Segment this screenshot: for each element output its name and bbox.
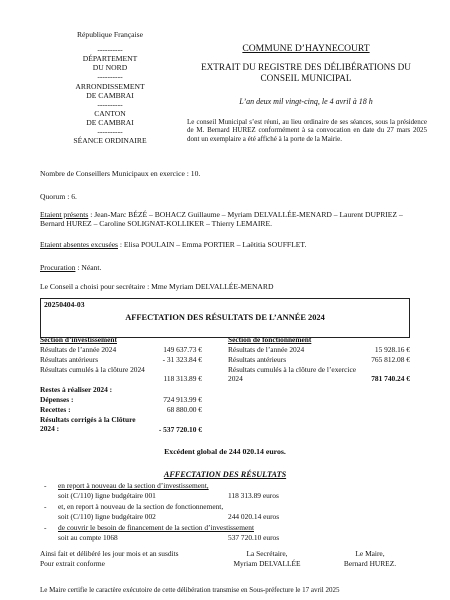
procuration-label: Procuration	[40, 263, 76, 272]
affect-bullet: -	[44, 481, 47, 490]
procuration-line	[40, 264, 101, 273]
maire-name: Bernard HUREZ.	[343, 559, 397, 568]
left-header	[40, 30, 180, 145]
fonct-row-value: 765 812.08 €	[371, 355, 410, 364]
quorum-line: Quorum : 6.	[40, 192, 77, 201]
presents-text: : Jean-Marc BÉZÉ – BOHACZ Guillaume – Myriam DELVALLÉE-MENARD – Laurent DUPRIEZ – Bernard HUREZ – Caroline SOLIGNAT-KOLLIKER – Thierry LEMAIRE.	[40, 210, 403, 229]
invest-row-label: Résultats de l’année 2024	[40, 345, 117, 354]
canton-line-1: CANTON	[94, 108, 126, 118]
secretaire-line: Le Conseil a choisi pour secrétaire : Mme Myriam DELVALLÉE-MENARD	[40, 282, 274, 291]
fonct-row-value: 781 740.24 €	[371, 374, 410, 383]
invest-row-value: 149 637.73 €	[163, 345, 202, 354]
dashes: ----------	[97, 99, 123, 109]
department-line-2: DU NORD	[92, 63, 128, 73]
affect-line2: soit (C/110) ligne budgétaire 001	[58, 491, 156, 500]
date-line: L’an deux mil vingt-cinq, le 4 avril à 18 h	[239, 97, 373, 106]
dashes: ----------	[97, 127, 123, 137]
dashes: ----------	[97, 45, 123, 55]
invest-row-label: Résultats cumulés à la clôture 2024	[40, 365, 145, 374]
recettes-label: Recettes :	[40, 405, 71, 414]
republic-line: République Française	[76, 30, 143, 39]
investissement-title: Section d’investissement	[40, 335, 117, 344]
absentes-line	[40, 241, 306, 250]
secretaire-name: Myriam DELVALLÉE	[233, 559, 301, 568]
secretaire-title: La Secrétaire,	[246, 549, 288, 558]
absentes-text: : Elisa POULAIN – Emma PORTIER – Laëtitia SOUFFLET.	[118, 240, 307, 249]
recettes-value: 68 880.00 €	[166, 405, 202, 414]
commune-title: COMMUNE D’HAYNECOURT	[242, 43, 370, 54]
fonctionnement-title: Section de fonctionnement	[228, 335, 312, 344]
procuration-text: : Néant.	[75, 263, 102, 272]
presents-paragraph	[40, 210, 412, 229]
intro-paragraph: Le conseil Municipal s’est réuni, au lieu ordinaire de ses séances, sous la présidence de M. Bernard HUREZ conformément à sa convocation en date du 27 mars 2025 dont un exemplaire a été affiché à la porte de la Mairie.	[187, 118, 427, 143]
affect-line1: de couvrir le besoin de financement de la section d’investissement	[58, 523, 254, 532]
fonct-row-label: Résultats de l’année 2024	[228, 345, 305, 354]
seance-line: SÉANCE ORDINAIRE	[73, 136, 147, 146]
fonct-row-label: Résultats cumulés à la clôture de l’exercice 2024	[228, 365, 357, 383]
deliberation-ref: 20250404-03	[44, 300, 85, 309]
deliberation-title: AFFECTATION DES RÉSULTATS DE L’ANNÉE 2024	[125, 313, 325, 322]
arrondissement-line-2: DE CAMBRAI	[86, 90, 134, 100]
department-line-1: DÉPARTEMENT	[82, 54, 138, 64]
conseillers-line: Nombre de Conseillers Municipaux en exercice : 10.	[40, 169, 201, 178]
fonct-row-value: 15 928.16 €	[374, 345, 410, 354]
affect-bullet: -	[44, 502, 47, 511]
arrondissement-line-1: ARRONDISSEMENT	[75, 81, 145, 91]
affect-value: 537 720.10 euros	[228, 533, 280, 542]
maire-title: Le Maire,	[355, 549, 385, 558]
fonct-row-label: Résultats antérieurs	[228, 355, 287, 364]
invest-row-value: 118 313.89 €	[163, 374, 202, 383]
invest-row-label: Résultats antérieurs	[40, 355, 99, 364]
restes-title: Restes à réaliser 2024 :	[40, 385, 113, 394]
depenses-value: 724 913.99 €	[163, 395, 202, 404]
presents-label: Etaient présents	[40, 210, 89, 219]
dashes: ----------	[97, 72, 123, 82]
affect-value: 118 313.89 euros	[228, 491, 279, 500]
affect-line2: soit (C/110) ligne budgétaire 002	[58, 512, 156, 521]
affect-value: 244 020.14 euros	[228, 512, 280, 521]
footer-certify: Le Maire certifie le caractère exécutoire de cette délibération transmise en Sous-préfecture le 17 avril 2025	[40, 586, 340, 594]
canton-line-2: DE CAMBRAI	[86, 117, 134, 127]
affectation-title: AFFECTATION DES RÉSULTATS	[163, 470, 287, 479]
excedent-line: Excédent global de 244 020.14 euros.	[164, 447, 286, 456]
affect-line1: et, en report à nouveau de la section de fonctionnement,	[58, 502, 224, 511]
depenses-label: Dépenses :	[40, 395, 74, 404]
affect-line1: en report à nouveau de la section d’investissement,	[58, 481, 209, 490]
absentes-label: Etaient absentes excusées	[40, 240, 119, 249]
copie-line: Pour extrait conforme	[40, 559, 105, 568]
ainsi-line: Ainsi fait et délibéré les jour mois et an susdits	[40, 549, 179, 558]
affect-line2: soit au compte 1068	[58, 533, 118, 542]
corriges-label: Résultats corrigés à la Clôture 2024 :	[40, 415, 136, 433]
invest-row-value: - 31 323.84 €	[162, 355, 202, 364]
corriges-value: - 537 720.10 €	[158, 425, 202, 434]
affect-bullet: -	[44, 523, 47, 532]
extrait-title: EXTRAIT DU REGISTRE DES DÉLIBÉRATIONS DU CONSEIL MUNICIPAL	[201, 62, 411, 83]
